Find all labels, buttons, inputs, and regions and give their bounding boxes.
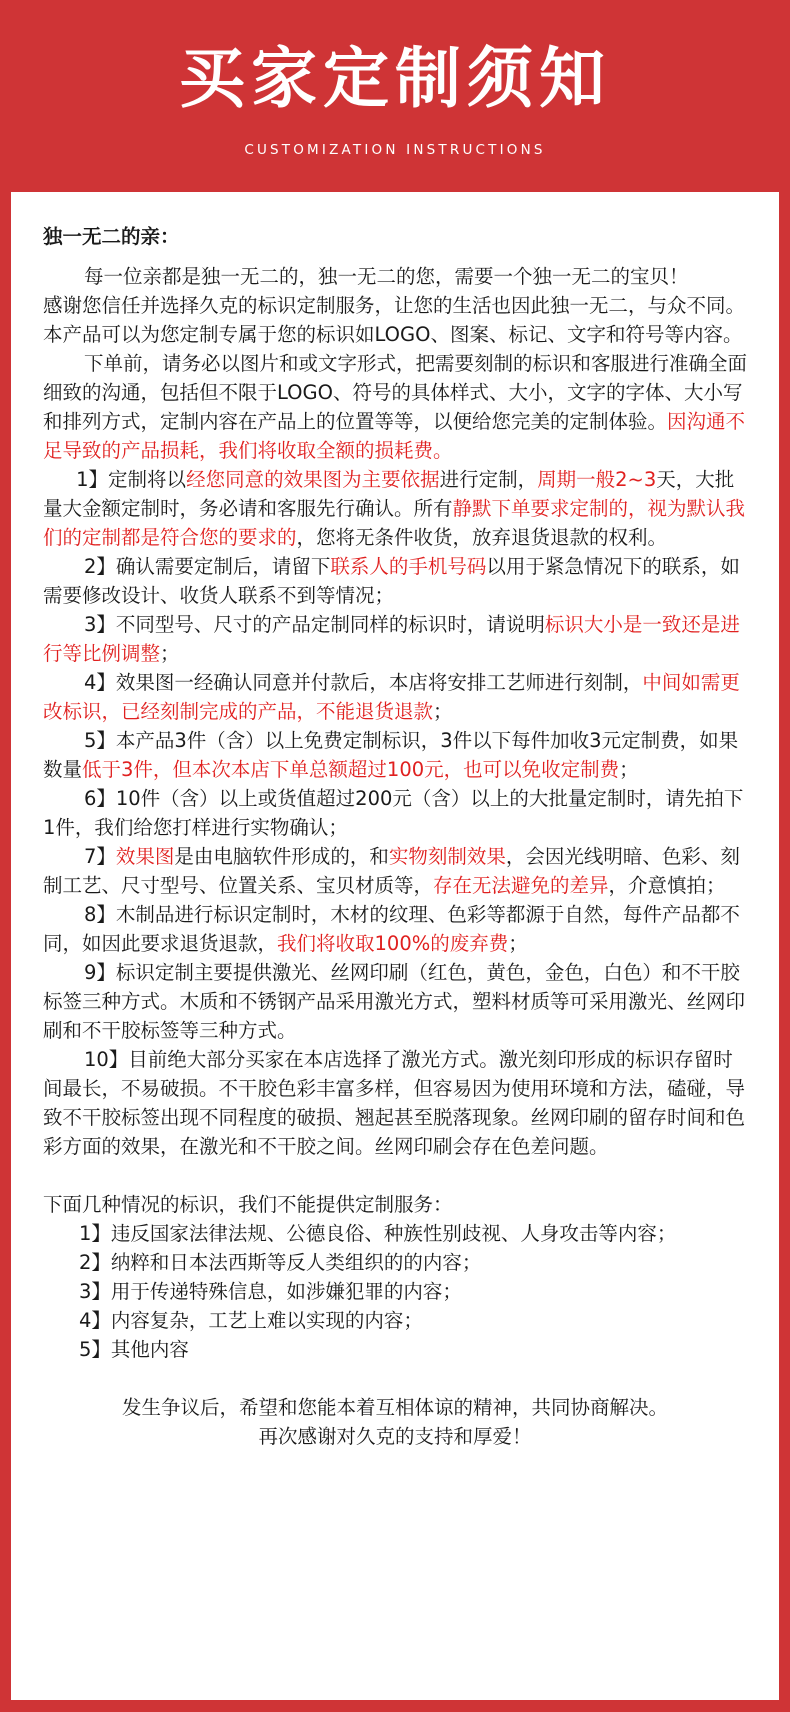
closing-line-2: 再次感谢对久克的支持和厚爱！: [258, 1425, 532, 1448]
intro-paragraph-3: [43, 349, 747, 465]
item-text: 3】不同型号、尺寸的产品定制同样的标识时，请说明: [83, 613, 545, 636]
list-item: 4】内容复杂，工艺上难以实现的内容；: [79, 1309, 423, 1332]
item-highlight: 中间如需更改标识，已经刻制完成的产品，不能退货退款: [43, 671, 740, 723]
list-item: 5】其他内容: [79, 1338, 189, 1361]
page-title: 买家定制须知: [179, 40, 611, 117]
item-text: 1】定制将以: [76, 468, 187, 491]
item-text: ，会因光线明暗、色彩、刻制工艺、尺寸型号、位置关系、宝贝材质等，: [43, 845, 740, 897]
item-text: ；: [160, 642, 180, 665]
item-8: [43, 900, 747, 958]
list-item: 2】纳粹和日本法西斯等反人类组织的的内容；: [79, 1251, 482, 1274]
item-text: 2】确认需要定制后，请留下: [83, 555, 331, 578]
list-item: 3】用于传递特殊信息，如涉嫌犯罪的内容；: [79, 1280, 462, 1303]
item-highlight: 周期一般2~3: [537, 468, 657, 491]
greeting: 独一无二的亲：: [43, 225, 180, 248]
item-text: 4】效果图一经确认同意并付款后，本店将安排工艺师进行刻制，: [83, 671, 643, 694]
item-3: [43, 610, 747, 668]
item-5: [43, 726, 747, 784]
item-10: 10】目前绝大部分买家在本店选择了激光方式。激光刻印形成的标识存留时间最长，不易破损。不干胶色彩丰富多样，但容易因为使用环境和方法，磕碰，导致不干胶标签出现不同程度的破损、翘起甚至脱落现象。丝网印刷的留存时间和色彩方面的效果，在激光和不干胶之间。丝网印刷会存在色差问题。: [43, 1048, 746, 1158]
item-text: ；: [433, 700, 453, 723]
item-highlight: 存在无法避免的差异: [433, 874, 609, 897]
item-text: 以用于紧急情况下的联系，如需要修改设计、收货人联系不到等情况；: [43, 555, 740, 607]
item-highlight: 实物刻制效果: [388, 845, 506, 868]
closing-line-1: 发生争议后，希望和您能本着互相体谅的精神，共同协商解决。: [121, 1396, 668, 1419]
page-subtitle: CUSTOMIZATION INSTRUCTIONS: [244, 142, 546, 158]
item-text: 8】木制品进行标识定制时，木材的纹理、色彩等都源于自然，每件产品都不同，如因此要求退货退款，: [43, 903, 740, 955]
item-highlight: 静默下单要求定制的，视为默认我们的定制都是符合您的要求的: [43, 497, 746, 549]
item-highlight: 低于3件，但本次本店下单总额超过100元，也可以免收定制费: [82, 758, 620, 781]
item-7: [43, 842, 747, 900]
item-9: 9】标识定制主要提供激光、丝网印刷（红色，黄色，金色，白色）和不干胶标签三种方式。木质和不锈钢产品采用激光方式，塑料材质等可采用激光、丝网印刷和不干胶标签等三种方式。: [43, 961, 746, 1042]
item-text: ；: [619, 758, 639, 781]
spacer: [43, 1161, 747, 1190]
restrictions-list: [43, 1219, 747, 1364]
item-text: ，您将无条件收货，放弃退货退款的权利。: [296, 526, 668, 549]
item-highlight: 我们将收取100%的废弃费: [277, 932, 509, 955]
item-1: [43, 465, 747, 552]
item-text: 天，大批量大金额定制时，务必请和客服先行确认。所有: [43, 468, 735, 520]
intro-paragraph-1: 每一位亲都是独一无二的，独一无二的您，需要一个独一无二的宝贝！: [83, 265, 689, 288]
list-item: 1】违反国家法律法规、公德良俗、种族性别歧视、人身攻击等内容；: [79, 1222, 677, 1245]
intro-warning: 因沟通不足导致的产品损耗，我们将收取全额的损耗费。: [43, 410, 746, 462]
item-6: 6】10件（含）以上或货值超过200元（含）以上的大批量定制时，请先拍下1件，我们给您打样进行实物确认；: [43, 787, 744, 839]
item-text: ，介意慎拍；: [608, 874, 726, 897]
intro-text: 下单前，请务必以图片和或文字形式，把需要刻制的标识和客服进行准确全面细致的沟通，包括但不限于LOGO、符号的具体样式、大小，文字的字体、大小写和排列方式，定制内容在产品上的位置等等，以便给您完美的定制体验。: [43, 352, 747, 433]
item-text: 进行定制，: [439, 468, 538, 491]
item-text: 是由电脑软件形成的，和: [174, 845, 389, 868]
item-text: ；: [508, 932, 528, 955]
restrictions-heading: 下面几种情况的标识，我们不能提供定制服务：: [43, 1193, 453, 1216]
item-2: [43, 552, 747, 610]
intro-paragraph-2: 感谢您信任并选择久克的标识定制服务，让您的生活也因此独一无二，与众不同。本产品可以为您定制专属于您的标识如LOGO、图案、标记、文字和符号等内容。: [43, 294, 746, 346]
item-highlight: 效果图: [115, 845, 175, 868]
spacer: [43, 1364, 747, 1393]
header-banner: [0, 0, 790, 192]
item-4: [43, 668, 747, 726]
item-text: 5】本产品3件（含）以上免费定制标识，3件以下每件加收3元定制费，如果数量: [43, 729, 739, 781]
item-highlight: 联系人的手机号码: [330, 555, 487, 578]
item-highlight: 标识大小是一致还是进行等比例调整: [43, 613, 740, 665]
item-text: 7】: [83, 845, 116, 868]
content-panel: [11, 192, 779, 1700]
item-highlight: 经您同意的效果图为主要依据: [186, 468, 440, 491]
